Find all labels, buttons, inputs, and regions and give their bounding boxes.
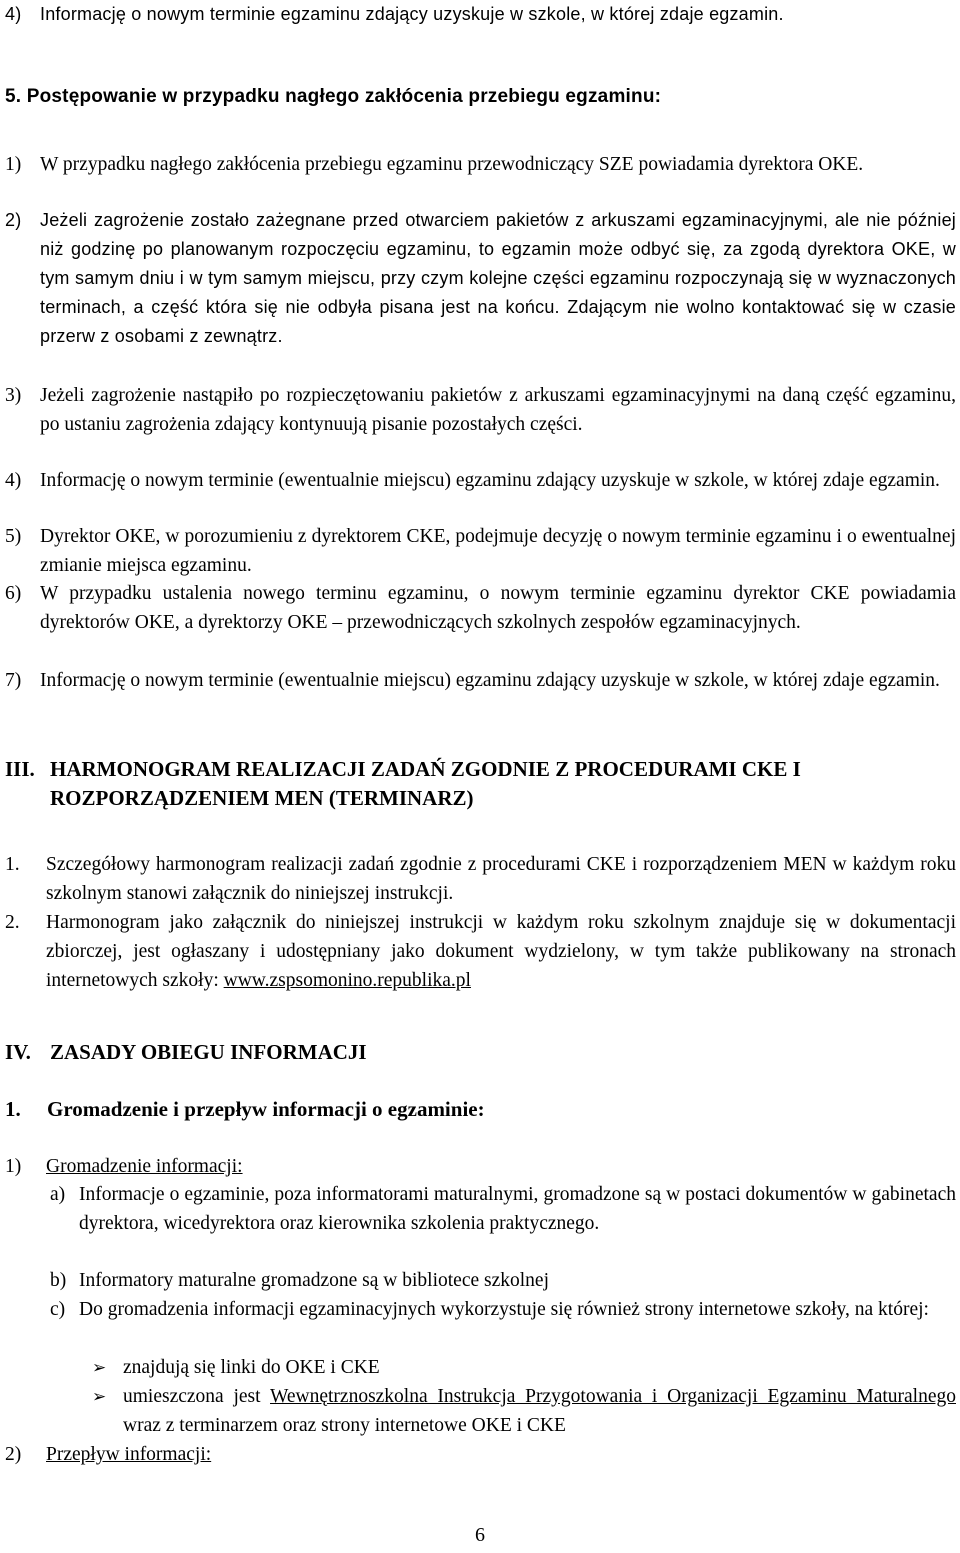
item-number: 6)	[5, 583, 22, 604]
instruction-link[interactable]: Wewnętrznoszkolna Instrukcja Przygotowania i Organizacji Egzaminu Maturalnego	[270, 1386, 956, 1407]
sub-item-text: Do gromadzenia informacji egzaminacyjnych wykorzystuje się również strony internetowe szkoły, na której:	[79, 1299, 929, 1320]
sub-item-text: Informacje o egzaminie, poza informatorami maturalnymi, gromadzone są w postaci dokumentów w gabinetach dyrektora, wicedyrektora oraz kierownika szkolenia praktycznego.	[79, 1184, 956, 1234]
bullet-text: znajdują się linki do OKE i CKE	[123, 1357, 380, 1378]
list-item	[0, 0, 960, 60]
item-number: 2)	[5, 1444, 22, 1465]
sub-item-label: c)	[50, 1299, 66, 1320]
item-number: 4)	[5, 4, 22, 24]
sub-item-label: b)	[50, 1270, 67, 1291]
item-title: Gromadzenie informacji:	[46, 1156, 243, 1177]
item-text: W przypadku ustalenia nowego terminu egzaminu, o nowym terminie egzaminu dyrektor CKE powiadamia dyrektorów OKE, a dyrektorzy OKE – przewodniczących szkolnych zespołów egzaminacyjnych.	[40, 583, 956, 633]
item-number: 4)	[5, 470, 22, 491]
item-number: 2.	[5, 912, 20, 933]
section-number: IV.	[5, 1040, 31, 1064]
subsection-number: 1.	[5, 1097, 21, 1121]
item-number: 1)	[5, 1156, 22, 1177]
item-number: 5)	[5, 526, 22, 547]
subsection-title: Gromadzenie i przepływ informacji o egzaminie:	[47, 1097, 485, 1121]
item-text: Jeżeli zagrożenie zostało zażegnane przed otwarciem pakietów z arkuszami egzaminacyjnymi, ale nie później niż godzinę po planowanym rozpoczęciu egzaminu, to egzamin może odbyć się, za zgodą dyrektora OKE, w tym samym dniu i w tym samym miejscu, przy czym kolejne części egzaminu rozpoczynają się w wyznaczonych terminach, a część która się nie odbyła pisana jest na końcu. Zdającym nie wolno kontaktować się w czasie przerw z osobami z zewnątrz.	[40, 210, 956, 346]
item-number: 1.	[5, 854, 20, 875]
item-number: 3)	[5, 385, 22, 406]
bullet-text-pre: umieszczona jest	[123, 1386, 261, 1407]
sub-item-text: Informatory maturalne gromadzone są w bibliotece szkolnej	[79, 1270, 549, 1291]
bullet-text-post: wraz z terminarzem oraz strony internetowe OKE i CKE	[123, 1415, 566, 1436]
item-text: Jeżeli zagrożenie nastąpiło po rozpieczętowaniu pakietów z arkuszami egzaminacyjnymi na daną część egzaminu, po ustaniu zagrożenia zdający kontynuują pisanie pozostałych części.	[40, 385, 956, 435]
item-number: 2)	[5, 210, 22, 230]
arrow-bullet-icon: ➢	[92, 1358, 107, 1377]
item-text: Informację o nowym terminie (ewentualnie miejscu) egzaminu zdający uzyskuje w szkole, w której zdaje egzamin.	[40, 470, 940, 491]
sub-item-label: a)	[50, 1184, 66, 1205]
item-number: 1)	[5, 154, 22, 175]
section-title: ZASADY OBIEGU INFORMACJI	[50, 1040, 367, 1064]
item-title: Przepływ informacji:	[46, 1444, 212, 1465]
section-title: HARMONOGRAM REALIZACJI ZADAŃ ZGODNIE Z PROCEDURAMI CKE I	[50, 757, 801, 781]
section-number: III.	[5, 757, 35, 781]
arrow-bullet-icon: ➢	[92, 1387, 107, 1406]
page-number: 6	[475, 1524, 485, 1546]
item-text	[46, 908, 956, 995]
section-title: 5. Postępowanie w przypadku nagłego zakłócenia przebiegu egzaminu:	[5, 86, 662, 107]
school-website-link[interactable]: www.zspsomonino.republika.pl	[223, 970, 471, 991]
item-text: Informację o nowym terminie egzaminu zdający uzyskuje w szkole, w której zdaje egzamin.	[40, 4, 784, 24]
item-text: Szczegółowy harmonogram realizacji zadań zgodnie z procedurami CKE i rozporządzeniem MEN w każdym roku szkolnym stanowi załącznik do niniejszej instrukcji.	[46, 854, 956, 904]
bullet-text	[123, 1382, 956, 1440]
item-text: Dyrektor OKE, w porozumieniu z dyrektorem CKE, podejmuje decyzję o nowym terminie egzaminu i o ewentualnej zmianie miejsca egzaminu.	[40, 526, 956, 576]
section-title: ROZPORZĄDZENIEM MEN (TERMINARZ)	[50, 786, 474, 810]
item-text: Informację o nowym terminie (ewentualnie miejscu) egzaminu zdający uzyskuje w szkole, w której zdaje egzamin.	[40, 670, 940, 691]
item-text-body: Harmonogram jako załącznik do niniejszej instrukcji w każdym roku szkolnym znajduje się w dokumentacji zbiorczej, jest ogłaszany i udostępniany jako dokument wydzielony, w tym także publikowany na stronach internetowych szkoły:	[46, 912, 956, 991]
item-text: W przypadku nagłego zakłócenia przebiegu egzaminu przewodniczący SZE powiadamia dyrektora OKE.	[40, 154, 864, 175]
item-number: 7)	[5, 670, 22, 691]
